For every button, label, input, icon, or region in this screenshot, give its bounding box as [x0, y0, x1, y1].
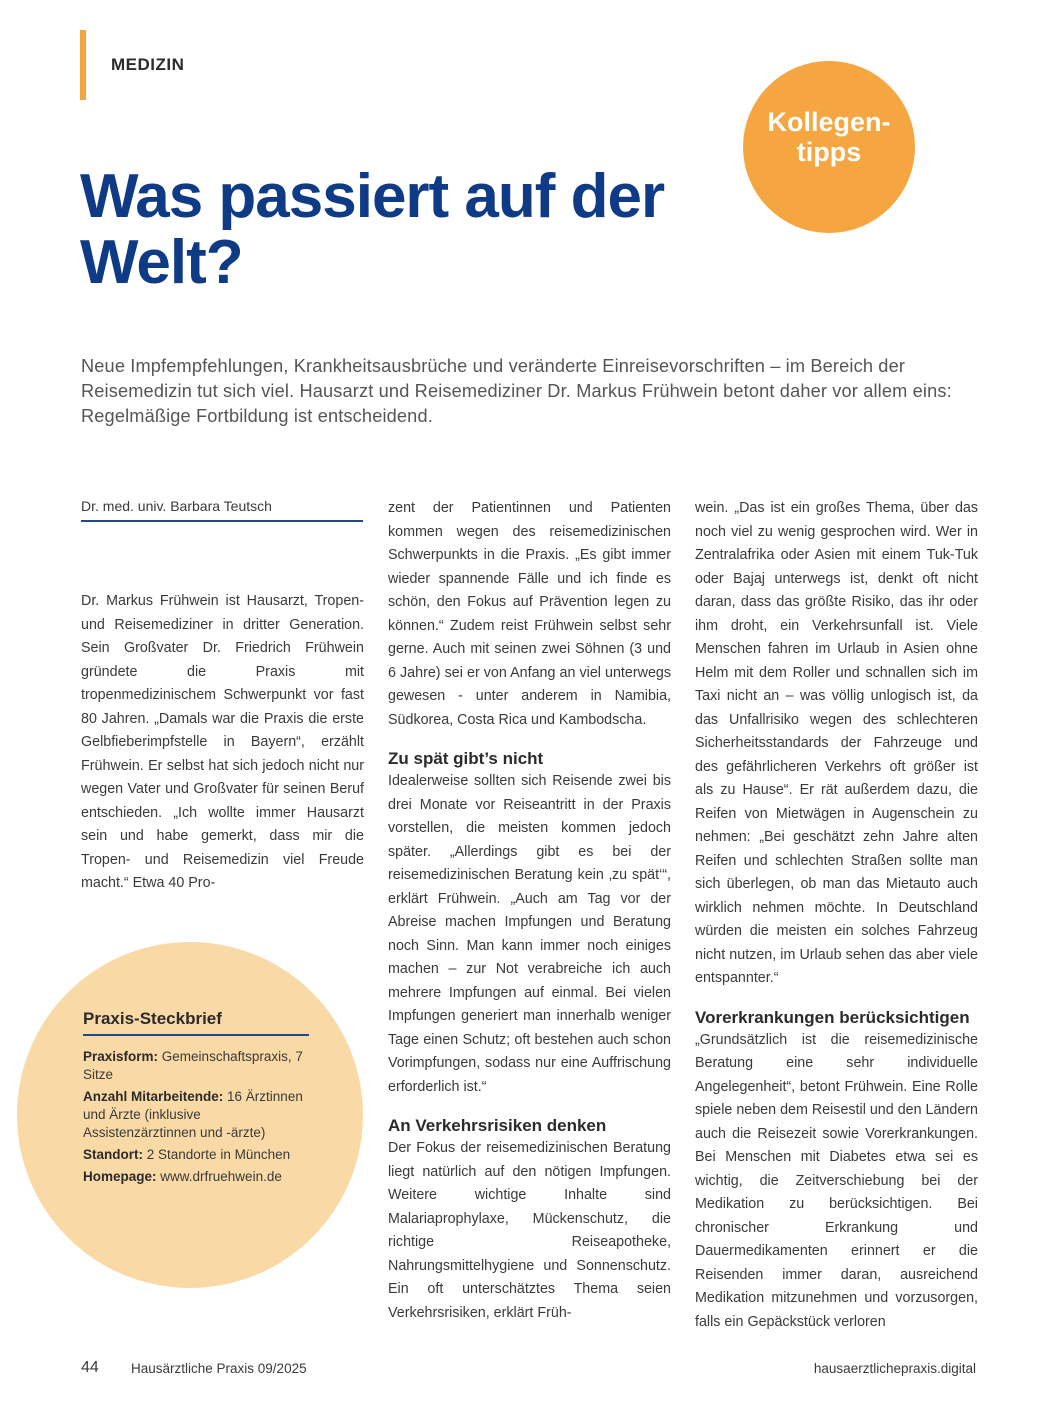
body-column-1 [81, 590, 364, 896]
subheading-zu-spaet: Zu spät gibt’s nicht [388, 749, 544, 768]
body-column-2 [388, 497, 671, 1325]
paragraph: „Grundsätzlich ist die reisemedizinische Beratung eine sehr individuelle Angelegenheit“, betont Frühwein. Eine Rolle spiele neben dem Reisestil und den Ländern auch die Reisezeit sowie Vorerkrankungen. Bei Menschen mit Diabetes etwa sei es wichtig, die Zeitverschiebung bei der Medikation zu berücksichtigen. Bei chronischer Erkrankung und Dauermedikamenten erinnert er die Reisenden immer daran, ausreichend Medikation mitzunehmen und vorzusorgen, falls ein Gepäckstück verloren [695, 1031, 978, 1330]
steckbrief-label: Praxisform: [83, 1049, 159, 1064]
author-divider [81, 520, 363, 522]
badge-text: Kollegen- tipps [767, 107, 891, 167]
magazine-issue: Hausärztliche Praxis 09/2025 [131, 1361, 307, 1376]
steckbrief-label: Standort: [83, 1147, 143, 1162]
steckbrief-item [83, 1048, 315, 1084]
steckbrief-label: Homepage: [83, 1169, 157, 1184]
steckbrief-title: Praxis-Steckbrief [83, 1009, 222, 1028]
subheading-vorerkrankungen: Vorerkrankungen berücksichtigen [695, 1007, 970, 1027]
praxis-steckbrief [83, 1010, 315, 1190]
paragraph: zent der Patientinnen und Patienten kommen wegen des reisemedizinischen Schwerpunkts in die Praxis. „Es gibt immer wieder spannende Fälle und ich finde es schön, den Fokus auf Prävention legen zu können.“ Zudem reist Frühwein selbst sehr gerne. Auch mit seinen zwei Söhnen (3 und 6 Jahre) sei er von Anfang an viel unterwegs gewesen - unter anderem in Namibia, Südkorea, Costa Rica und Kambodscha. [388, 500, 671, 728]
body-column-3 [695, 497, 978, 1334]
steckbrief-label: Anzahl Mitarbeitende: [83, 1089, 224, 1104]
section-label: MEDIZIN [111, 55, 185, 74]
paragraph: wein. „Das ist ein großes Thema, über das noch viel zu wenig gesprochen wird. Wer in Zentralafrika oder Asien mit einem Tuk-Tuk oder Bajaj unterwegs ist, denkt oft nicht daran, dass das größte Risiko, das ihr oder ihm droht, ein Verkehrsunfall ist. Viele Menschen fahren im Urlaub in Asien ohne Helm mit dem Roller und schnallen sich im Taxi nicht an – was völlig unlogisch ist, da das Unfallrisiko wegen des schlechteren Sicherheitsstandards der Fahrzeuge und des gefährlicheren Verkehrs oft größer ist als zu Hause“. Er rät außerdem dazu, die Reifen von Mietwägen in Augenschein zu nehmen: „Bei geschätzt zehn Jahre alten Reifen und schlechten Straßen sollte man sich überlegen, ob man das Mietauto auch wirklich nehmen möchte. In Deutschland würden die meisten ein solches Fahrzeug nicht nutzen, im Urlaub sehen das aber viele entspannter.“ [695, 500, 978, 986]
steckbrief-value: 2 Standorte in München [146, 1147, 291, 1162]
steckbrief-homepage[interactable]: www.drfruehwein.de [160, 1169, 282, 1184]
paragraph: Dr. Markus Frühwein ist Hausarzt, Tropen- und Reisemediziner in dritter Generation. Sein Großvater Dr. Friedrich Frühwein gründete die Praxis mit tropenmedizinischem Schwerpunkt vor fast 80 Jahren. „Damals war die Praxis die erste Gelbfieberimpfstelle in Bayern“, erzählt Frühwein. Er selbst hat sich jedoch nicht nur wegen Vater und Großvater für seinen Beruf entschieden. „Ich wollte immer Hausarzt sein und habe gemerkt, dass mir die Tropen- und Reisemedizin viel Freude macht.“ Etwa 40 Pro- [81, 593, 364, 891]
section-accent-bar [80, 30, 86, 100]
kollegentipps-badge [743, 61, 915, 233]
steckbrief-item [83, 1168, 315, 1186]
steckbrief-item [83, 1088, 315, 1142]
magazine-website-link[interactable]: hausaerztlichepraxis.digital [813, 1361, 976, 1376]
article-author: Dr. med. univ. Barbara Teutsch [81, 498, 272, 514]
article-title: Was passiert auf der Welt? [80, 162, 665, 297]
paragraph: Idealerweise sollten sich Reisende zwei bis drei Monate vor Reiseantritt in der Praxis vorstellen, die meisten kommen jedoch später. „Allerdings gibt es bei der reisemedizinischen Beratung kein ‚zu spät‘“, erklärt Frühwein. „Auch am Tag vor der Abreise machen Impfungen und Beratung noch Sinn. Man kann immer noch einiges machen – zur Not verabreiche ich auch mehrere Impfungen auf einmal. Bei vielen Impfungen generiert man innerhalb weniger Tage einen Schutz; oft bestehen auch schon Vorimpfungen, sodass nur eine Auffrischung erforderlich ist.“ [388, 773, 671, 1095]
article-lead: Neue Impfempfehlungen, Krankheitsausbrüche und veränderte Einreisevorschriften – im Bereich der Reisemedizin tut sich viel. Hausarzt und Reisemediziner Dr. Markus Frühwein betont daher vor allem eins: Regelmäßige Fortbildung ist entscheidend. [81, 356, 952, 426]
steckbrief-value: 16 Ärztinnen und Ärzte (inklusive Assistenzärztinnen und -ärzte) [83, 1089, 303, 1140]
steckbrief-item [83, 1146, 315, 1164]
steckbrief-divider [83, 1034, 309, 1036]
paragraph: Der Fokus der reisemedizinischen Beratung liegt natürlich auf den nötigen Impfungen. Weitere wichtige Inhalte sind Malariaprophylaxe, Mückenschutz, die richtige Reiseapotheke, Nahrungsmittelhygiene und Sonnenschutz. Ein oft unterschätztes Thema seien Verkehrsrisiken, erklärt Früh- [388, 1140, 671, 1321]
steckbrief-value: Gemeinschaftspraxis, 7 Sitze [83, 1049, 303, 1082]
page-number: 44 [81, 1359, 99, 1376]
subheading-verkehrsrisiken: An Verkehrsrisiken denken [388, 1116, 607, 1135]
